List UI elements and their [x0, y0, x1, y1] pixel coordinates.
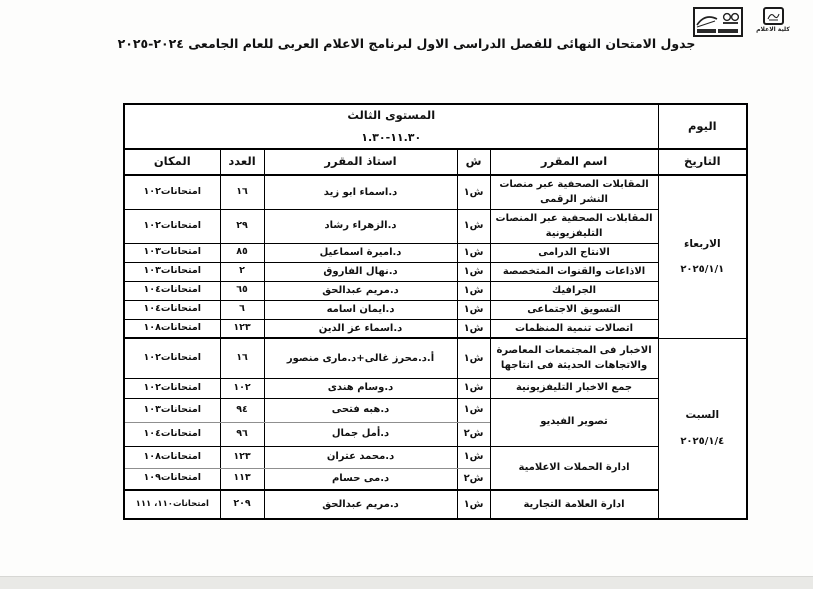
course-cell: الاذاعات والقنوات المتخصصة: [490, 262, 658, 281]
section-cell: ش١: [457, 243, 490, 262]
course-cell: الجرافيك: [490, 281, 658, 300]
day-date: ٢٠٢٥/١/٤: [680, 435, 725, 447]
count-cell: ٨٥: [220, 243, 264, 262]
professor-cell: أ.د.محرز غالى+د.مارى منصور: [264, 338, 457, 378]
section-cell: ش١: [457, 209, 490, 243]
section-cell: ش١: [457, 490, 490, 519]
count-cell: ١١٣: [220, 468, 264, 490]
course-cell: الاخبار فى المجتمعات المعاصرة والاتجاهات الحديثة فى انتاجها: [490, 338, 658, 378]
section-cell: ش١: [457, 319, 490, 338]
table-header-row-columns: [124, 149, 747, 175]
professor-cell: د.مى حسام: [264, 468, 457, 490]
place-cell: امتحانات١٠٢: [124, 209, 220, 243]
table-row: [124, 262, 747, 281]
header-logos: [693, 7, 791, 37]
day-name: الاربعاء: [683, 237, 721, 250]
place-cell: امتحانات١٠٩: [124, 468, 220, 490]
day-date-cell: [658, 175, 747, 338]
count-cell: ١٦: [220, 338, 264, 378]
place-cell: امتحانات١٠٣: [124, 398, 220, 422]
professor-cell: د.اسماء ابو زيد: [264, 175, 457, 209]
place-cell: امتحانات١٠٣: [124, 243, 220, 262]
exam-schedule-table: [123, 103, 748, 520]
section-cell: ش١: [457, 281, 490, 300]
place-cell: امتحانات١٠٢: [124, 175, 220, 209]
professor-cell: د.محمد عتران: [264, 446, 457, 468]
table-row: [124, 281, 747, 300]
course-cell: ادارة الحملات الاعلامية: [490, 446, 658, 490]
section-cell: ش١: [457, 398, 490, 422]
professor-cell: د.الزهراء رشاد: [264, 209, 457, 243]
table-row: [124, 398, 747, 422]
exam-time-range: ١١.٣٠-١.٣٠: [361, 130, 422, 144]
professor-cell: د.أمل جمال: [264, 422, 457, 446]
table-row: [124, 319, 747, 338]
table-row: [124, 175, 747, 209]
course-cell: المقابلات الصحفية عبر المنصات التليفزيونية: [490, 209, 658, 243]
table-header-row-level: [124, 104, 747, 149]
university-logo-icon: [695, 9, 741, 35]
professor-cell: د.اميرة اسماعيل: [264, 243, 457, 262]
section-cell: ش١: [457, 262, 490, 281]
table-row: [124, 243, 747, 262]
table-row: [124, 338, 747, 378]
place-cell: امتحانات١٠٣: [124, 262, 220, 281]
count-cell: ٢٠٩: [220, 490, 264, 519]
section-cell: ش١: [457, 378, 490, 398]
place-cell: امتحانات١٠٨: [124, 446, 220, 468]
day-date: ٢٠٢٥/١/١: [680, 264, 725, 276]
place-cell: امتحانات١٠٤: [124, 300, 220, 319]
count-cell: ٩٤: [220, 398, 264, 422]
professor-cell: د.اسماء عز الدين: [264, 319, 457, 338]
professor-cell: د.مريم عبدالحق: [264, 490, 457, 519]
level-title: المستوى الثالث: [347, 108, 436, 123]
course-header-cell: اسم المقرر: [490, 149, 658, 175]
course-cell: الانتاج الدرامى: [490, 243, 658, 262]
section-header-cell: ش: [457, 149, 490, 175]
faculty-logo: [755, 7, 791, 33]
section-cell: ش١: [457, 446, 490, 468]
table-row: [124, 490, 747, 519]
professor-cell: د.هبه فتحى: [264, 398, 457, 422]
professor-cell: د.وسام هندى: [264, 378, 457, 398]
count-cell: ١٢٣: [220, 446, 264, 468]
count-cell: ١٢٣: [220, 319, 264, 338]
table-row: [124, 209, 747, 243]
course-cell: ادارة العلامة التجارية: [490, 490, 658, 519]
professor-cell: د.ايمان اسامه: [264, 300, 457, 319]
faculty-emblem-icon: [763, 7, 784, 25]
place-cell: امتحانات١٠٤: [124, 422, 220, 446]
section-cell: ش١: [457, 175, 490, 209]
count-cell: ٩٦: [220, 422, 264, 446]
level-header-cell: [124, 104, 658, 149]
bottom-gray-strip: [0, 576, 813, 589]
professor-header-cell: استاذ المقرر: [264, 149, 457, 175]
place-cell: امتحانات١٠٤: [124, 281, 220, 300]
table-row: [124, 446, 747, 468]
section-cell: ش٢: [457, 422, 490, 446]
count-cell: ١٠٢: [220, 378, 264, 398]
count-header-cell: العدد: [220, 149, 264, 175]
place-cell: امتحانات١١٠، ١١١: [124, 490, 220, 519]
count-cell: ٦٥: [220, 281, 264, 300]
professor-cell: د.مريم عبدالحق: [264, 281, 457, 300]
count-cell: ٦: [220, 300, 264, 319]
page-title: جدول الامتحان النهائى للفصل الدراسى الاول لبرنامج الاعلام العربى للعام الجامعى ٢٠٢٤-٢٠٢٥: [117, 36, 696, 51]
table-row: [124, 300, 747, 319]
table-row: [124, 378, 747, 398]
course-cell: تصوير الفيديو: [490, 398, 658, 446]
date-header-cell: التاريخ: [658, 149, 747, 175]
place-header-cell: المكان: [124, 149, 220, 175]
section-cell: ش١: [457, 300, 490, 319]
course-cell: التسويق الاجتماعى: [490, 300, 658, 319]
day-header-cell: اليوم: [658, 104, 747, 149]
day-date-cell: [658, 338, 747, 519]
count-cell: ٢: [220, 262, 264, 281]
course-cell: المقابلات الصحفية عبر منصات النشر الرقمى: [490, 175, 658, 209]
day-name: السبت: [685, 409, 720, 422]
place-cell: امتحانات١٠٢: [124, 338, 220, 378]
faculty-logo-caption: كلية الاعلام: [756, 26, 790, 33]
course-cell: اتصالات تنمية المنظمات: [490, 319, 658, 338]
professor-cell: د.نهال الفاروق: [264, 262, 457, 281]
course-cell: جمع الاخبار التليفزيونية: [490, 378, 658, 398]
place-cell: امتحانات١٠٨: [124, 319, 220, 338]
place-cell: امتحانات١٠٢: [124, 378, 220, 398]
count-cell: ١٦: [220, 175, 264, 209]
section-cell: ش١: [457, 338, 490, 378]
section-cell: ش٢: [457, 468, 490, 490]
university-logo: [693, 7, 743, 37]
count-cell: ٢٩: [220, 209, 264, 243]
